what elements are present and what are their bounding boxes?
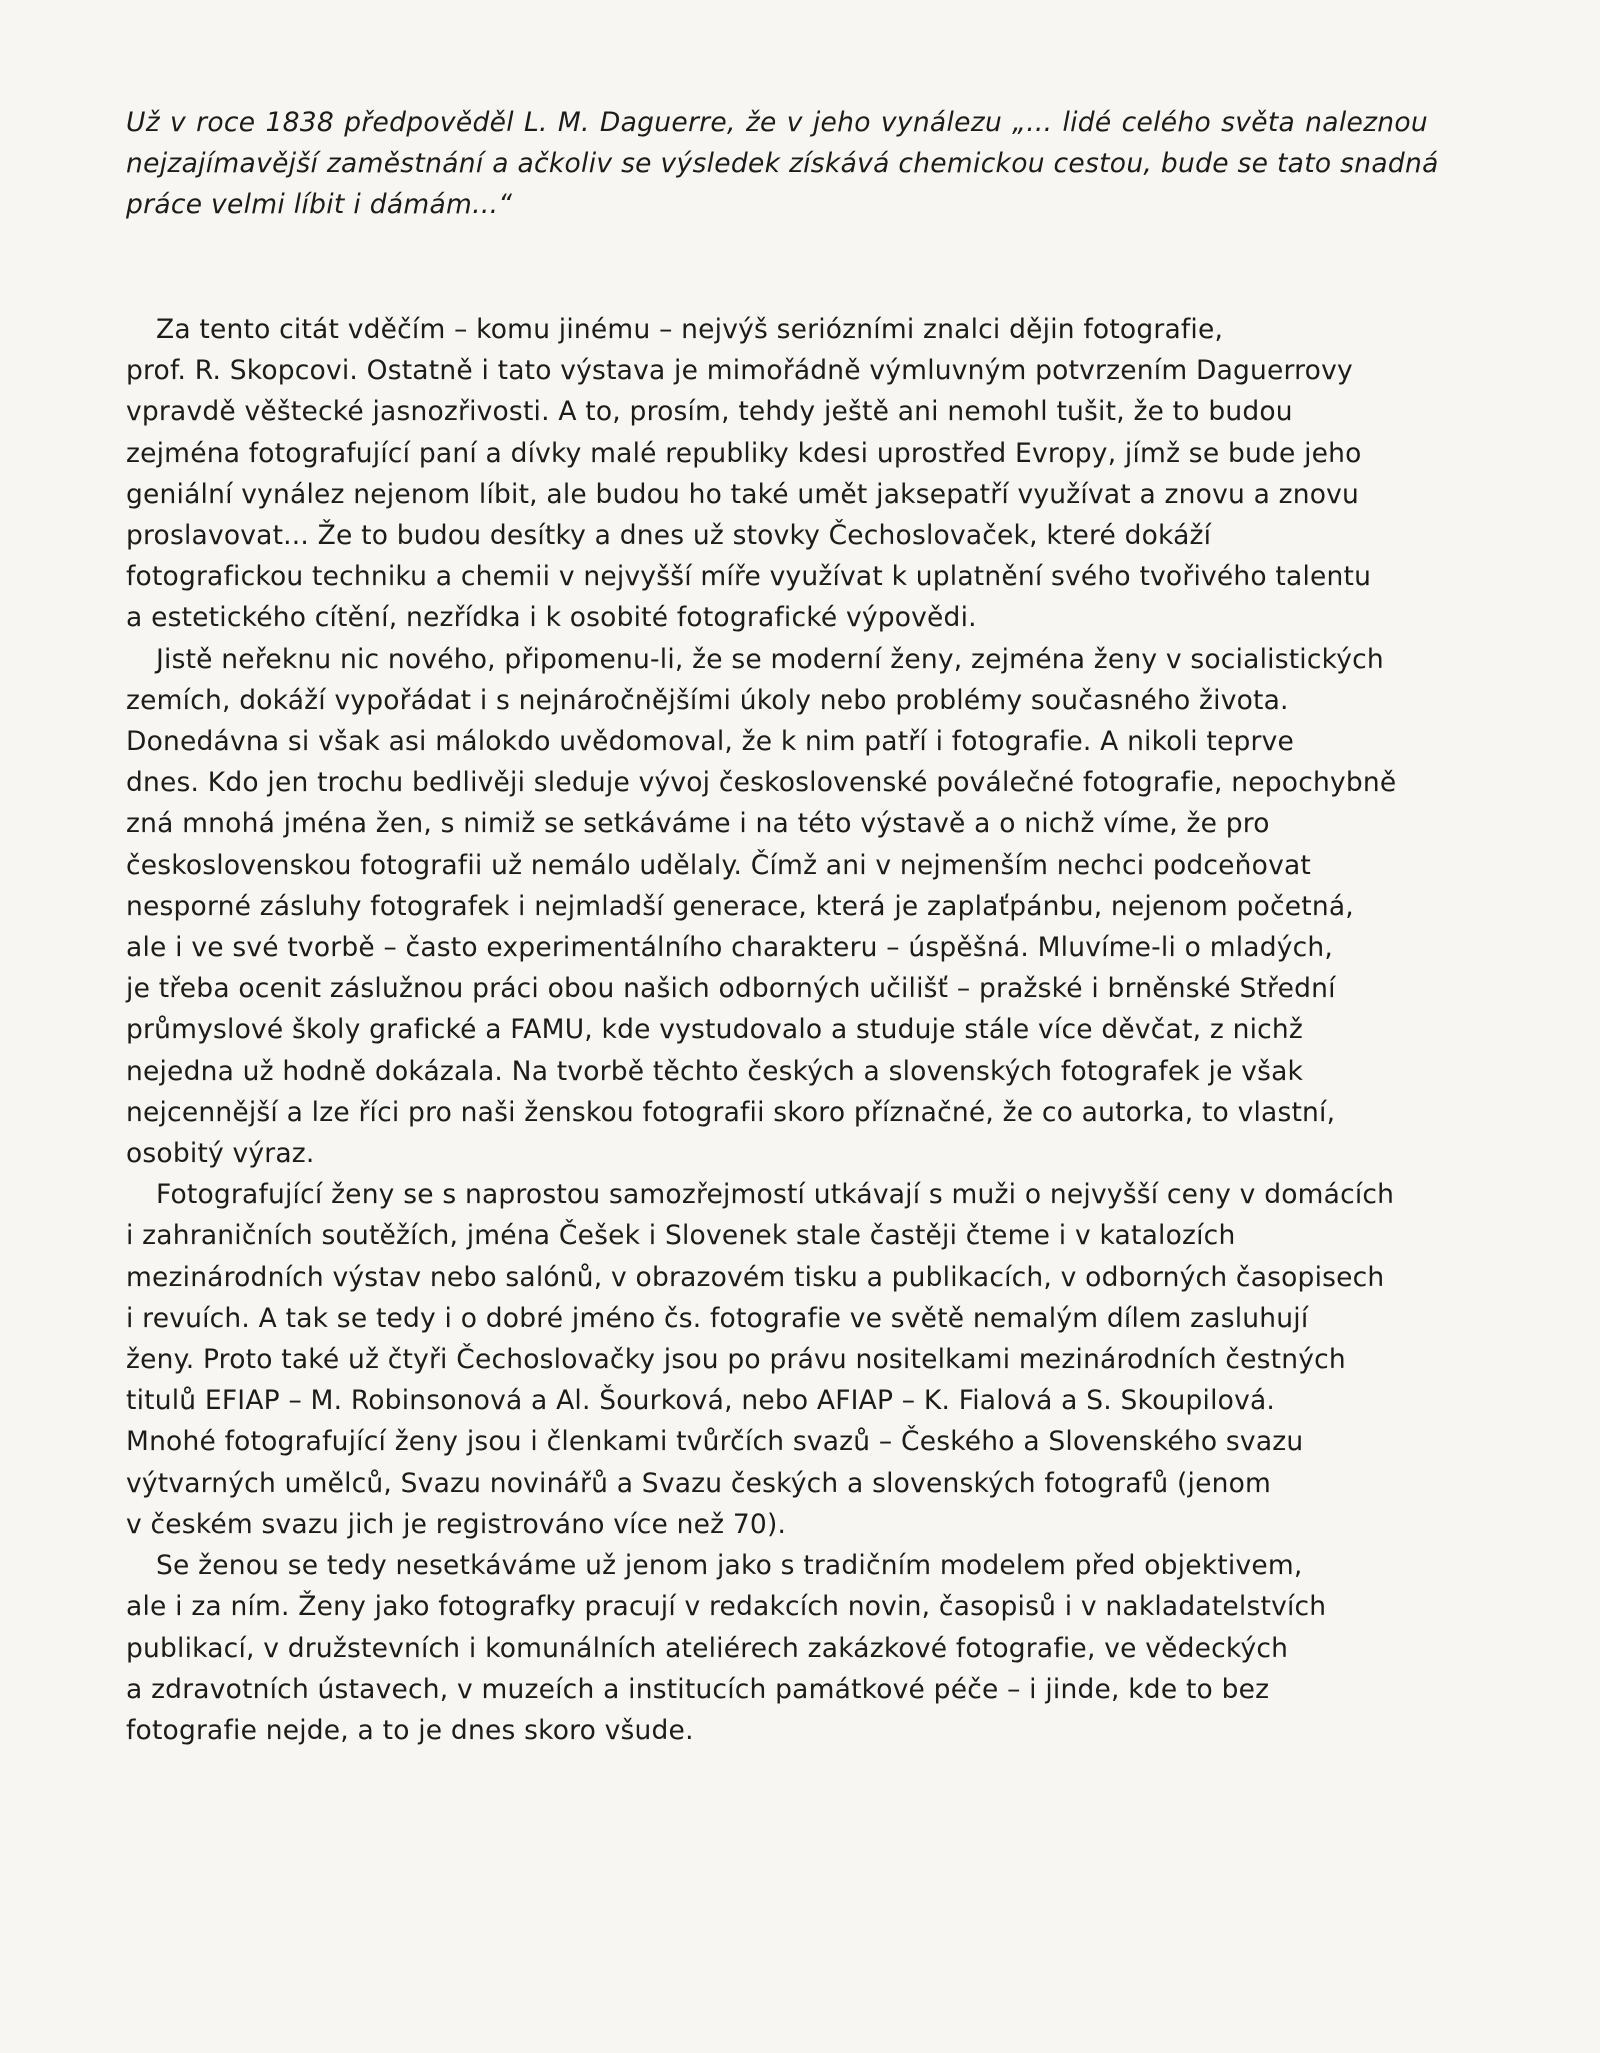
body-line: osobitý výraz. — [126, 1138, 315, 1170]
body-line: v českém svazu jich je registrováno více než 70). — [126, 1508, 787, 1540]
body-line: a zdravotních ústavech, v muzeích a institucích památkové péče – i jinde, kde to bez — [126, 1673, 1270, 1705]
body-line: a estetického cítění, nezřídka i k osobité fotografické výpovědi. — [126, 602, 977, 634]
body-line: fotografie nejde, a to je dnes skoro všude. — [126, 1714, 694, 1746]
body-line: Za tento citát vděčím – komu jinému – nejvýš seriózními znalci dějin fotografie, — [156, 314, 1224, 345]
body-line: prof. R. Skopcovi. Ostatně i tato výstava je mimořádně výmluvným potvrzením Daguerrovy — [126, 355, 1353, 387]
body-line: Fotografující ženy se s naprostou samozřejmostí utkávají s muži o nejvyšší ceny v domácích — [156, 1179, 1395, 1211]
body-line: výtvarných umělců, Svazu novinářů a Svazu českých a slovenských fotografů (jenom — [126, 1467, 1272, 1499]
epigraph-line: Už v roce 1838 předpověděl L. M. Daguerre, že v jeho vynálezu „... lidé celého světa naleznou — [126, 107, 1428, 138]
body-line: ale i za ním. Ženy jako fotografky pracují v redakcích novin, časopisů i v nakladatelstvích — [126, 1591, 1327, 1623]
body-line: ale i ve své tvorbě – často experimentálního charakteru – úspěšná. Mluvíme-li o mladých, — [126, 932, 1334, 964]
epigraph-line: nejzajímavější zaměstnání a ačkoliv se výsledek získává chemickou cestou, bude se tato snadná — [126, 148, 1439, 179]
body-line: Se ženou se tedy nesetkáváme už jenom jako s tradičním modelem před objektivem, — [156, 1550, 1303, 1582]
body-line: titulů EFIAP – M. Robinsonová a Al. Šourková, nebo AFIAP – K. Fialová a S. Skoupilová. — [126, 1385, 1276, 1417]
body-line: nejcennější a lze říci pro naši ženskou fotografii skoro příznačné, že co autorka, to vlastní, — [126, 1096, 1336, 1128]
body-line: nejedna už hodně dokázala. Na tvorbě těchto českých a slovenských fotografek je však — [126, 1055, 1304, 1087]
body-line: publikací, v družstevních i komunálních ateliérech zakázkové fotografie, ve vědeckých — [126, 1632, 1289, 1664]
body-line: zná mnohá jména žen, s nimiž se setkáváme i na této výstavě a o nichž víme, že pro — [126, 808, 1270, 840]
body-line: Donedávna si však asi málokdo uvědomoval, že k nim patří i fotografie. A nikoli teprve — [126, 726, 1294, 758]
epigraph-line: práce velmi líbit i dámám...“ — [126, 189, 513, 220]
body-line: dnes. Kdo jen trochu bedlivěji sleduje vývoj československé poválečné fotografie, nepochybně — [126, 767, 1397, 799]
body-line: ženy. Proto také už čtyři Čechoslovačky jsou po právu nositelkami mezinárodních čestných — [126, 1344, 1346, 1376]
body-line: i zahraničních soutěžích, jména Češek i Slovenek stale častěji čteme i v katalozích — [126, 1220, 1236, 1252]
body-line: zemích, dokáží vypořádat i s nejnáročnějšími úkoly nebo problémy současného života. — [126, 684, 1289, 716]
body-line: je třeba ocenit záslužnou práci obou našich odborných učilišť – pražské i brněnské Střední — [126, 973, 1336, 1005]
body-line: nesporné zásluhy fotografek i nejmladší generace, která je zaplaťpánbu, nejenom početná, — [126, 890, 1354, 922]
body-line: fotografickou techniku a chemii v nejvyšší míře využívat k uplatnění svého tvořivého talentu — [126, 561, 1372, 593]
epigraph-quote — [126, 102, 1439, 225]
body-line: mezinárodních výstav nebo salónů, v obrazovém tisku a publikacích, v odborných časopisech — [126, 1261, 1385, 1293]
body-line: proslavovat... Že to budou desítky a dnes už stovky Čechoslovaček, které dokáží — [126, 520, 1212, 552]
body-line: zejména fotografující paní a dívky malé republiky kdesi uprostřed Evropy, jímž se bude jeho — [126, 437, 1362, 469]
body-line: i revuích. A tak se tedy i o dobré jméno čs. fotografie ve světě nemalým dílem zasluhují — [126, 1302, 1309, 1334]
body-line: Mnohé fotografující ženy jsou i členkami tvůrčích svazů – Českého a Slovenského svazu — [126, 1426, 1304, 1458]
body-line: československou fotografii už nemálo udělaly. Čímž ani v nejmenším nechci podceňovat — [126, 849, 1311, 881]
body-line: vpravdě věštecké jasnozřivosti. A to, prosím, tehdy ještě ani nemohl tušit, že to budou — [126, 396, 1293, 428]
body-line: geniální vynález nejenom líbit, ale budou ho také umět jaksepatří využívat a znovu a znovu — [126, 478, 1360, 510]
body-line: Jistě neřeknu nic nového, připomenu-li, že se moderní ženy, zejména ženy v socialistických — [156, 643, 1384, 675]
body-line: průmyslové školy grafické a FAMU, kde vystudovalo a studuje stále více děvčat, z nichž — [126, 1014, 1304, 1046]
body-text — [126, 309, 1446, 1751]
